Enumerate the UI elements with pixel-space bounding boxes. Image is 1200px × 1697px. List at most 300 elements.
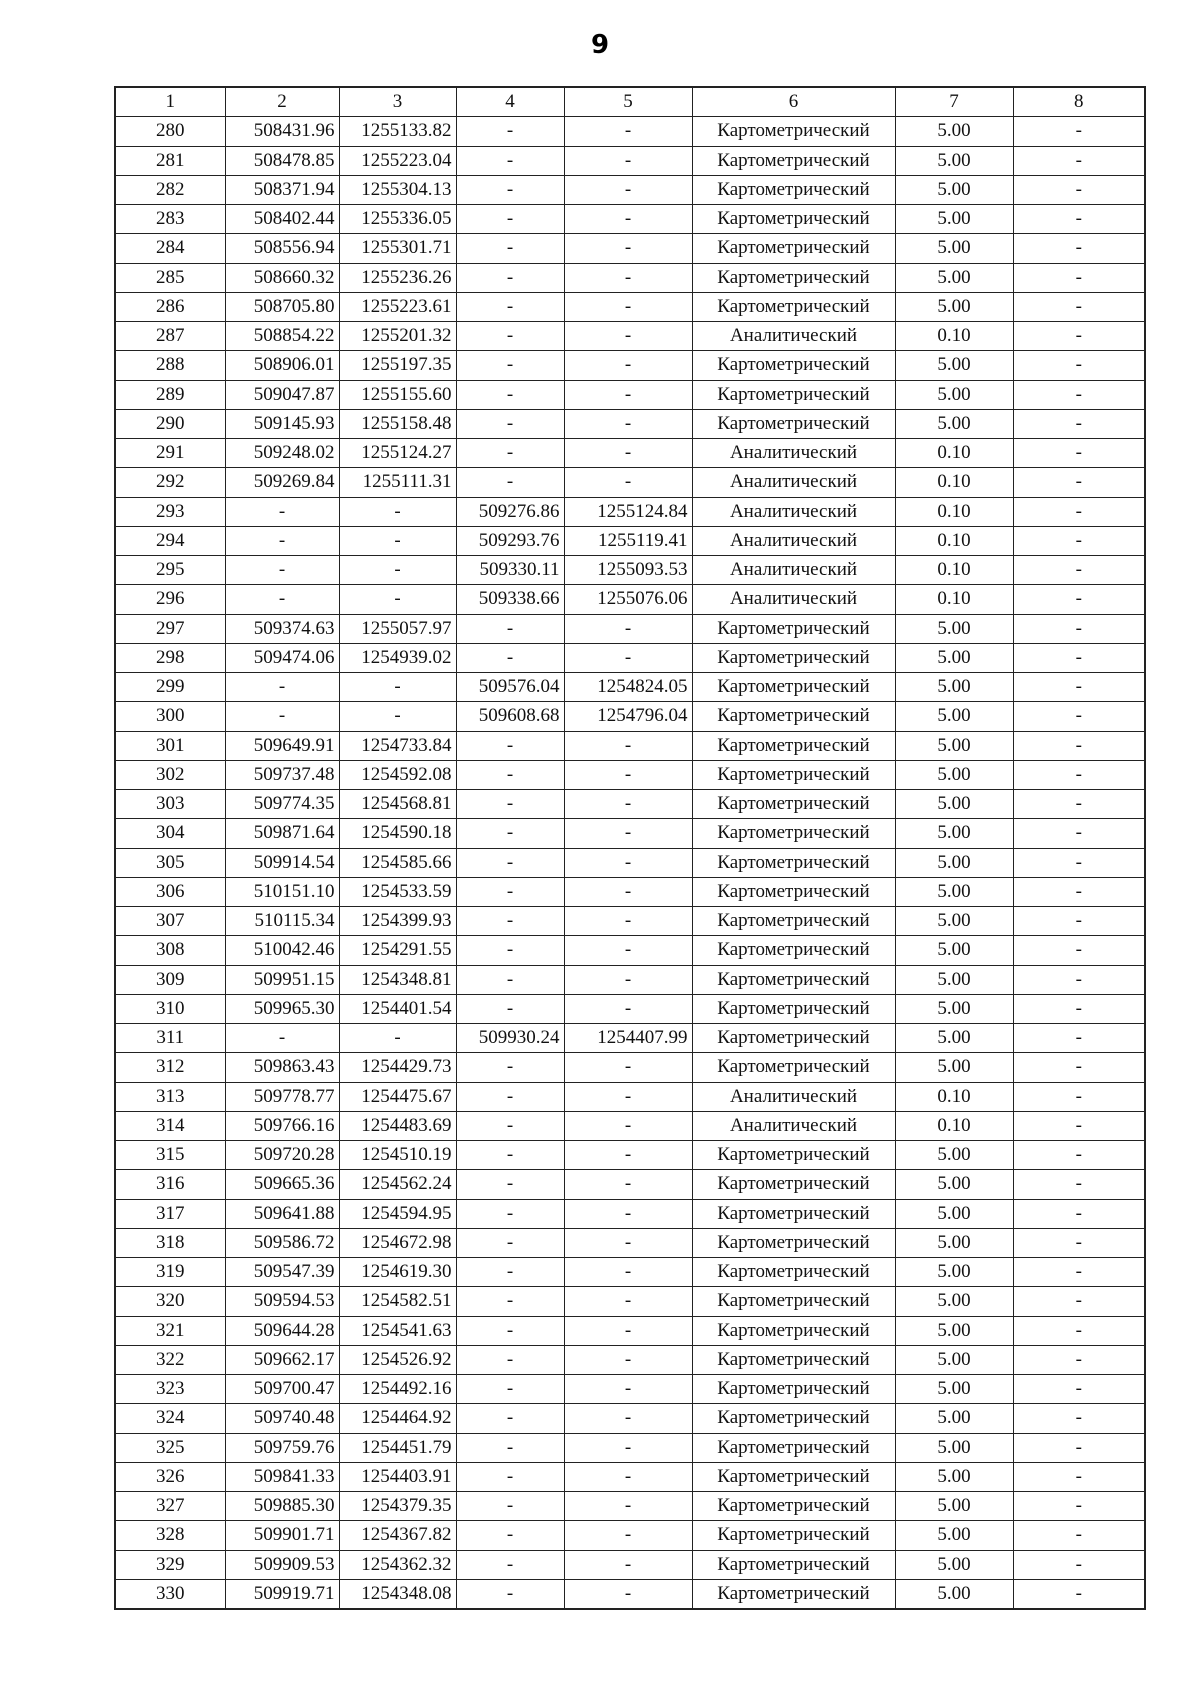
cell-y-coord-existing: 1254533.59 — [339, 877, 456, 906]
cell-point-number: 325 — [115, 1433, 225, 1462]
cell-x-coord-new: - — [456, 205, 564, 234]
table-row — [115, 994, 1145, 1023]
cell-y-coord-existing: - — [339, 585, 456, 614]
cell-point-number: 312 — [115, 1053, 225, 1082]
cell-y-coord-new: 1255124.84 — [564, 497, 692, 526]
cell-method: Картометрический — [692, 263, 895, 292]
table-row — [115, 1228, 1145, 1257]
cell-x-coord-new: - — [456, 848, 564, 877]
cell-method: Картометрический — [692, 1404, 895, 1433]
cell-x-coord-existing: 510151.10 — [225, 877, 339, 906]
cell-accuracy: 5.00 — [895, 234, 1013, 263]
cell-x-coord-existing: 509644.28 — [225, 1316, 339, 1345]
cell-accuracy: 5.00 — [895, 760, 1013, 789]
table-row — [115, 1550, 1145, 1579]
cell-point-number: 321 — [115, 1316, 225, 1345]
cell-y-coord-existing: - — [339, 497, 456, 526]
column-header-1: 1 — [115, 87, 225, 117]
cell-point-number: 311 — [115, 1024, 225, 1053]
cell-note: - — [1013, 1345, 1145, 1374]
cell-point-number: 285 — [115, 263, 225, 292]
cell-point-number: 294 — [115, 526, 225, 555]
cell-y-coord-existing: 1254526.92 — [339, 1345, 456, 1374]
cell-note: - — [1013, 965, 1145, 994]
cell-y-coord-new: - — [564, 234, 692, 263]
cell-accuracy: 5.00 — [895, 1492, 1013, 1521]
cell-y-coord-existing: 1255236.26 — [339, 263, 456, 292]
cell-method: Картометрический — [692, 965, 895, 994]
cell-method: Картометрический — [692, 877, 895, 906]
table-row — [115, 1433, 1145, 1462]
cell-y-coord-new: - — [564, 614, 692, 643]
cell-y-coord-new: - — [564, 848, 692, 877]
table-body — [115, 117, 1145, 1609]
cell-method: Картометрический — [692, 760, 895, 789]
table-row — [115, 556, 1145, 585]
cell-point-number: 287 — [115, 322, 225, 351]
cell-method: Картометрический — [692, 409, 895, 438]
cell-x-coord-new: - — [456, 1433, 564, 1462]
cell-x-coord-new: - — [456, 234, 564, 263]
table-row — [115, 673, 1145, 702]
cell-accuracy: 0.10 — [895, 1082, 1013, 1111]
cell-note: - — [1013, 936, 1145, 965]
cell-note: - — [1013, 1462, 1145, 1491]
table-row — [115, 439, 1145, 468]
cell-y-coord-existing: 1254403.91 — [339, 1462, 456, 1491]
cell-x-coord-new: 509276.86 — [456, 497, 564, 526]
cell-note: - — [1013, 1199, 1145, 1228]
cell-y-coord-new: - — [564, 1199, 692, 1228]
cell-y-coord-existing: 1254590.18 — [339, 819, 456, 848]
table-row — [115, 468, 1145, 497]
cell-x-coord-existing: 509774.35 — [225, 790, 339, 819]
cell-method: Картометрический — [692, 643, 895, 672]
cell-x-coord-new: 509608.68 — [456, 702, 564, 731]
cell-point-number: 327 — [115, 1492, 225, 1521]
cell-x-coord-existing: - — [225, 497, 339, 526]
cell-y-coord-existing: 1254733.84 — [339, 731, 456, 760]
cell-point-number: 315 — [115, 1141, 225, 1170]
cell-y-coord-existing: 1255223.61 — [339, 292, 456, 321]
cell-x-coord-existing: 508556.94 — [225, 234, 339, 263]
cell-y-coord-new: - — [564, 439, 692, 468]
cell-method: Картометрический — [692, 205, 895, 234]
cell-y-coord-existing: 1254510.19 — [339, 1141, 456, 1170]
column-header-7: 7 — [895, 87, 1013, 117]
cell-note: - — [1013, 409, 1145, 438]
cell-x-coord-new: - — [456, 175, 564, 204]
cell-method: Картометрический — [692, 1316, 895, 1345]
cell-x-coord-new: - — [456, 731, 564, 760]
cell-accuracy: 5.00 — [895, 877, 1013, 906]
cell-accuracy: 5.00 — [895, 117, 1013, 146]
cell-y-coord-new: - — [564, 819, 692, 848]
cell-note: - — [1013, 351, 1145, 380]
cell-note: - — [1013, 322, 1145, 351]
cell-point-number: 314 — [115, 1111, 225, 1140]
table-row — [115, 322, 1145, 351]
table-row — [115, 117, 1145, 146]
cell-note: - — [1013, 790, 1145, 819]
cell-x-coord-new: 509293.76 — [456, 526, 564, 555]
cell-point-number: 308 — [115, 936, 225, 965]
cell-y-coord-new: - — [564, 760, 692, 789]
cell-x-coord-existing: 509737.48 — [225, 760, 339, 789]
cell-y-coord-existing: 1255057.97 — [339, 614, 456, 643]
cell-x-coord-existing: 508431.96 — [225, 117, 339, 146]
cell-y-coord-existing: 1255336.05 — [339, 205, 456, 234]
cell-method: Аналитический — [692, 526, 895, 555]
cell-y-coord-new: - — [564, 292, 692, 321]
cell-point-number: 301 — [115, 731, 225, 760]
table-row — [115, 1024, 1145, 1053]
cell-x-coord-existing: 508854.22 — [225, 322, 339, 351]
cell-accuracy: 0.10 — [895, 322, 1013, 351]
cell-y-coord-existing: 1255158.48 — [339, 409, 456, 438]
cell-method: Картометрический — [692, 380, 895, 409]
cell-point-number: 306 — [115, 877, 225, 906]
table-row — [115, 585, 1145, 614]
cell-method: Картометрический — [692, 907, 895, 936]
cell-note: - — [1013, 263, 1145, 292]
cell-x-coord-new: - — [456, 468, 564, 497]
cell-note: - — [1013, 1492, 1145, 1521]
cell-x-coord-new: - — [456, 351, 564, 380]
cell-note: - — [1013, 205, 1145, 234]
cell-x-coord-existing: 508906.01 — [225, 351, 339, 380]
cell-note: - — [1013, 585, 1145, 614]
cell-accuracy: 5.00 — [895, 1258, 1013, 1287]
table-row — [115, 643, 1145, 672]
cell-x-coord-new: - — [456, 760, 564, 789]
cell-point-number: 289 — [115, 380, 225, 409]
cell-y-coord-existing: 1254585.66 — [339, 848, 456, 877]
cell-method: Картометрический — [692, 1170, 895, 1199]
cell-y-coord-new: 1255076.06 — [564, 585, 692, 614]
cell-x-coord-new: - — [456, 1462, 564, 1491]
cell-accuracy: 5.00 — [895, 907, 1013, 936]
cell-x-coord-new: - — [456, 643, 564, 672]
column-header-2: 2 — [225, 87, 339, 117]
cell-point-number: 288 — [115, 351, 225, 380]
cell-y-coord-new: - — [564, 907, 692, 936]
cell-accuracy: 5.00 — [895, 702, 1013, 731]
cell-point-number: 298 — [115, 643, 225, 672]
cell-y-coord-new: - — [564, 1345, 692, 1374]
table-row — [115, 292, 1145, 321]
table-row — [115, 409, 1145, 438]
cell-y-coord-new: - — [564, 1111, 692, 1140]
cell-method: Аналитический — [692, 497, 895, 526]
cell-accuracy: 5.00 — [895, 731, 1013, 760]
cell-y-coord-new: 1254796.04 — [564, 702, 692, 731]
cell-x-coord-new: - — [456, 1170, 564, 1199]
cell-method: Картометрический — [692, 1433, 895, 1462]
cell-x-coord-new: - — [456, 1404, 564, 1433]
cell-x-coord-new: - — [456, 1053, 564, 1082]
cell-x-coord-existing: - — [225, 526, 339, 555]
cell-note: - — [1013, 1111, 1145, 1140]
cell-y-coord-new: - — [564, 1462, 692, 1491]
cell-note: - — [1013, 907, 1145, 936]
table-row — [115, 965, 1145, 994]
cell-x-coord-existing: - — [225, 702, 339, 731]
cell-x-coord-existing: 509885.30 — [225, 1492, 339, 1521]
cell-y-coord-new: - — [564, 1082, 692, 1111]
cell-y-coord-existing: 1255111.31 — [339, 468, 456, 497]
cell-accuracy: 0.10 — [895, 1111, 1013, 1140]
cell-x-coord-new: - — [456, 1111, 564, 1140]
table-row — [115, 380, 1145, 409]
cell-method: Картометрический — [692, 731, 895, 760]
table-row — [115, 877, 1145, 906]
cell-point-number: 281 — [115, 146, 225, 175]
table-row — [115, 1141, 1145, 1170]
cell-method: Картометрический — [692, 1579, 895, 1609]
cell-note: - — [1013, 1082, 1145, 1111]
cell-accuracy: 5.00 — [895, 263, 1013, 292]
cell-method: Картометрический — [692, 175, 895, 204]
cell-x-coord-existing: 509594.53 — [225, 1287, 339, 1316]
table-row — [115, 819, 1145, 848]
table-row — [115, 936, 1145, 965]
cell-accuracy: 5.00 — [895, 1053, 1013, 1082]
cell-method: Картометрический — [692, 994, 895, 1023]
cell-method: Картометрический — [692, 819, 895, 848]
cell-x-coord-new: - — [456, 1258, 564, 1287]
cell-accuracy: 5.00 — [895, 1316, 1013, 1345]
cell-x-coord-new: - — [456, 1492, 564, 1521]
cell-method: Аналитический — [692, 556, 895, 585]
cell-y-coord-new: 1254824.05 — [564, 673, 692, 702]
cell-accuracy: 5.00 — [895, 351, 1013, 380]
cell-x-coord-existing: - — [225, 556, 339, 585]
cell-accuracy: 5.00 — [895, 614, 1013, 643]
cell-method: Аналитический — [692, 1111, 895, 1140]
cell-method: Картометрический — [692, 1521, 895, 1550]
cell-x-coord-existing: 509863.43 — [225, 1053, 339, 1082]
cell-point-number: 328 — [115, 1521, 225, 1550]
cell-note: - — [1013, 1433, 1145, 1462]
cell-x-coord-existing: 509759.76 — [225, 1433, 339, 1462]
cell-method: Картометрический — [692, 234, 895, 263]
cell-accuracy: 5.00 — [895, 1199, 1013, 1228]
cell-y-coord-existing: 1254475.67 — [339, 1082, 456, 1111]
cell-method: Аналитический — [692, 468, 895, 497]
column-header-4: 4 — [456, 87, 564, 117]
cell-y-coord-new: - — [564, 1375, 692, 1404]
cell-y-coord-existing: 1254594.95 — [339, 1199, 456, 1228]
cell-x-coord-new: - — [456, 1082, 564, 1111]
cell-note: - — [1013, 468, 1145, 497]
cell-x-coord-existing: 509474.06 — [225, 643, 339, 672]
table-row — [115, 1287, 1145, 1316]
cell-method: Картометрический — [692, 848, 895, 877]
cell-y-coord-new: - — [564, 468, 692, 497]
cell-y-coord-existing: 1254362.32 — [339, 1550, 456, 1579]
cell-y-coord-existing: 1254483.69 — [339, 1111, 456, 1140]
cell-accuracy: 5.00 — [895, 146, 1013, 175]
table-row — [115, 146, 1145, 175]
table-row — [115, 702, 1145, 731]
cell-note: - — [1013, 1316, 1145, 1345]
cell-note: - — [1013, 673, 1145, 702]
cell-y-coord-new: - — [564, 790, 692, 819]
cell-x-coord-existing: 509914.54 — [225, 848, 339, 877]
cell-x-coord-new: - — [456, 1550, 564, 1579]
cell-accuracy: 5.00 — [895, 819, 1013, 848]
cell-note: - — [1013, 1375, 1145, 1404]
cell-y-coord-existing: 1254401.54 — [339, 994, 456, 1023]
cell-x-coord-existing: 508705.80 — [225, 292, 339, 321]
table-row — [115, 497, 1145, 526]
cell-accuracy: 5.00 — [895, 1521, 1013, 1550]
cell-y-coord-new: - — [564, 877, 692, 906]
cell-point-number: 290 — [115, 409, 225, 438]
cell-x-coord-existing: 509145.93 — [225, 409, 339, 438]
cell-x-coord-existing: - — [225, 585, 339, 614]
cell-note: - — [1013, 439, 1145, 468]
cell-point-number: 291 — [115, 439, 225, 468]
cell-x-coord-new: - — [456, 1287, 564, 1316]
cell-y-coord-new: - — [564, 1170, 692, 1199]
cell-y-coord-new: - — [564, 117, 692, 146]
cell-point-number: 310 — [115, 994, 225, 1023]
cell-note: - — [1013, 848, 1145, 877]
cell-y-coord-existing: 1255223.04 — [339, 146, 456, 175]
cell-x-coord-new: - — [456, 877, 564, 906]
cell-note: - — [1013, 994, 1145, 1023]
cell-x-coord-existing: 509248.02 — [225, 439, 339, 468]
cell-x-coord-new: - — [456, 380, 564, 409]
table-row — [115, 1375, 1145, 1404]
table-row — [115, 1345, 1145, 1374]
cell-accuracy: 5.00 — [895, 205, 1013, 234]
table-row — [115, 731, 1145, 760]
cell-x-coord-new: - — [456, 907, 564, 936]
cell-y-coord-existing: - — [339, 673, 456, 702]
cell-y-coord-new: - — [564, 409, 692, 438]
cell-x-coord-new: - — [456, 322, 564, 351]
cell-note: - — [1013, 1258, 1145, 1287]
cell-y-coord-existing: 1254619.30 — [339, 1258, 456, 1287]
cell-y-coord-existing: 1254672.98 — [339, 1228, 456, 1257]
cell-x-coord-new: - — [456, 117, 564, 146]
cell-x-coord-new: - — [456, 1579, 564, 1609]
cell-accuracy: 5.00 — [895, 1170, 1013, 1199]
cell-y-coord-new: - — [564, 1258, 692, 1287]
table-row — [115, 263, 1145, 292]
cell-y-coord-new: - — [564, 380, 692, 409]
cell-y-coord-new: - — [564, 1053, 692, 1082]
cell-y-coord-existing: 1254348.81 — [339, 965, 456, 994]
cell-y-coord-existing: 1255301.71 — [339, 234, 456, 263]
cell-x-coord-existing: 509649.91 — [225, 731, 339, 760]
cell-x-coord-existing: 509901.71 — [225, 1521, 339, 1550]
cell-y-coord-new: - — [564, 643, 692, 672]
cell-y-coord-new: - — [564, 1492, 692, 1521]
cell-y-coord-new: - — [564, 1579, 692, 1609]
cell-x-coord-new: - — [456, 1316, 564, 1345]
cell-y-coord-new: - — [564, 1287, 692, 1316]
cell-method: Картометрический — [692, 1228, 895, 1257]
table-row — [115, 1258, 1145, 1287]
column-header-3: 3 — [339, 87, 456, 117]
cell-x-coord-new: - — [456, 936, 564, 965]
cell-method: Картометрический — [692, 790, 895, 819]
cell-point-number: 300 — [115, 702, 225, 731]
cell-method: Картометрический — [692, 1024, 895, 1053]
cell-note: - — [1013, 877, 1145, 906]
cell-accuracy: 5.00 — [895, 1550, 1013, 1579]
cell-note: - — [1013, 556, 1145, 585]
cell-x-coord-existing: 509269.84 — [225, 468, 339, 497]
cell-note: - — [1013, 1287, 1145, 1316]
cell-x-coord-new: - — [456, 1345, 564, 1374]
cell-note: - — [1013, 1024, 1145, 1053]
cell-note: - — [1013, 292, 1145, 321]
cell-accuracy: 5.00 — [895, 175, 1013, 204]
cell-accuracy: 5.00 — [895, 1433, 1013, 1462]
cell-method: Аналитический — [692, 439, 895, 468]
cell-y-coord-existing: 1254367.82 — [339, 1521, 456, 1550]
cell-x-coord-new: 509930.24 — [456, 1024, 564, 1053]
table-row — [115, 1462, 1145, 1491]
cell-x-coord-new: - — [456, 790, 564, 819]
table-row — [115, 351, 1145, 380]
cell-x-coord-existing: 509547.39 — [225, 1258, 339, 1287]
cell-x-coord-existing: 509662.17 — [225, 1345, 339, 1374]
cell-y-coord-new: 1255093.53 — [564, 556, 692, 585]
cell-y-coord-new: - — [564, 205, 692, 234]
cell-accuracy: 5.00 — [895, 994, 1013, 1023]
cell-method: Картометрический — [692, 1375, 895, 1404]
cell-x-coord-new: 509338.66 — [456, 585, 564, 614]
cell-method: Картометрический — [692, 1258, 895, 1287]
cell-note: - — [1013, 1170, 1145, 1199]
cell-x-coord-existing: 509374.63 — [225, 614, 339, 643]
cell-note: - — [1013, 1579, 1145, 1609]
cell-x-coord-new: - — [456, 292, 564, 321]
cell-method: Картометрический — [692, 1287, 895, 1316]
cell-method: Картометрический — [692, 1345, 895, 1374]
cell-y-coord-existing: 1254568.81 — [339, 790, 456, 819]
table-row — [115, 907, 1145, 936]
cell-accuracy: 5.00 — [895, 1287, 1013, 1316]
cell-point-number: 330 — [115, 1579, 225, 1609]
cell-point-number: 305 — [115, 848, 225, 877]
cell-method: Картометрический — [692, 146, 895, 175]
cell-point-number: 293 — [115, 497, 225, 526]
cell-accuracy: 5.00 — [895, 1024, 1013, 1053]
cell-y-coord-new: - — [564, 146, 692, 175]
cell-point-number: 316 — [115, 1170, 225, 1199]
cell-x-coord-new: - — [456, 1228, 564, 1257]
cell-x-coord-new: - — [456, 1199, 564, 1228]
cell-y-coord-existing: 1255155.60 — [339, 380, 456, 409]
cell-note: - — [1013, 819, 1145, 848]
cell-point-number: 296 — [115, 585, 225, 614]
column-header-5: 5 — [564, 87, 692, 117]
cell-x-coord-new: - — [456, 1375, 564, 1404]
cell-y-coord-new: - — [564, 263, 692, 292]
cell-accuracy: 5.00 — [895, 936, 1013, 965]
cell-accuracy: 5.00 — [895, 1375, 1013, 1404]
cell-point-number: 323 — [115, 1375, 225, 1404]
cell-y-coord-existing: 1255197.35 — [339, 351, 456, 380]
cell-x-coord-new: - — [456, 1521, 564, 1550]
